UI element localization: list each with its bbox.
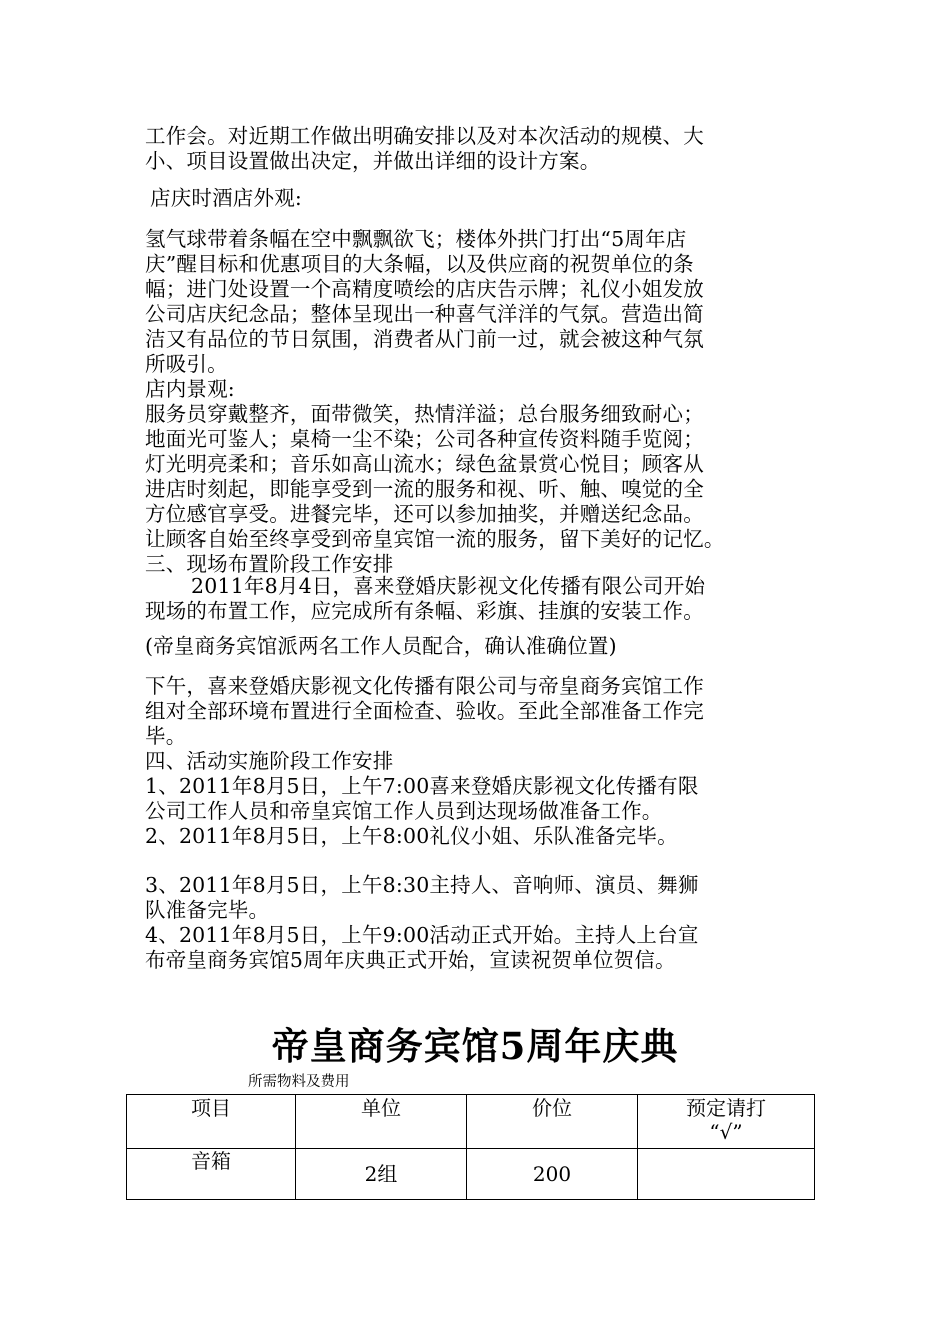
paragraph-setup <box>145 574 815 624</box>
text-line: 布帝皇商务宾馆5周年庆典正式开始，宣读祝贺单位贺信。 <box>145 948 676 972</box>
header-reserve-line1: 预定请打 <box>686 1096 766 1120</box>
paragraph-exterior-interior <box>145 227 815 577</box>
header-price: 价位 <box>467 1095 638 1149</box>
text-line: 幅；进门处设置一个高精度喷绘的店庆告示牌；礼仪小姐发放 <box>145 277 704 301</box>
text-line: 1、2011年8月5日，上午7:00喜来登婚庆影视文化传播有限 <box>145 774 699 798</box>
text-line: 庆”醒目标和优惠项目的大条幅，以及供应商的祝贺单位的条 <box>145 252 694 276</box>
text-line: 所吸引。 <box>145 352 228 376</box>
text-line: 店内景观: <box>145 377 235 401</box>
materials-cost-table <box>126 1094 815 1200</box>
text-line: 下午，喜来登婚庆影视文化传播有限公司与帝皇商务宾馆工作 <box>145 674 704 698</box>
cell-unit: 2组 <box>296 1149 467 1200</box>
header-reserve <box>638 1095 815 1149</box>
text-line: 4、2011年8月5日，上午9:00活动正式开始。主持人上台宣 <box>145 923 699 947</box>
text-line: 地面光可鉴人；桌椅一尘不染；公司各种宣传资料随手览阅； <box>145 427 704 451</box>
text-line: 毕。 <box>145 724 187 748</box>
text-line: 氢气球带着条幅在空中飘飘欲飞；楼体外拱门打出“5周年店 <box>145 227 687 251</box>
text-line: 队准备完毕。 <box>145 898 270 922</box>
text-line: 方位感官享受。进餐完毕，还可以参加抽奖，并赠送纪念品。 <box>145 502 704 526</box>
text-line: 小、项目设置做出决定，并做出详细的设计方案。 <box>145 149 601 173</box>
text-line: 进店时刻起，即能享受到一流的服务和视、听、触、嗅觉的全 <box>145 477 704 501</box>
table-row <box>127 1149 815 1200</box>
table-header-row <box>127 1095 815 1149</box>
paragraph-inspection-schedule <box>145 674 815 849</box>
text-line: 三、现场布置阶段工作安排 <box>145 552 394 576</box>
text-line: 四、活动实施阶段工作安排 <box>145 749 394 773</box>
cell-reserve-check[interactable] <box>638 1149 815 1200</box>
cell-price: 200 <box>467 1149 638 1200</box>
text-line: 灯光明亮柔和；音乐如高山流水；绿色盆景赏心悦目；顾客从 <box>145 452 704 476</box>
text-line: 公司工作人员和帝皇宾馆工作人员到达现场做准备工作。 <box>145 799 663 823</box>
text-line: 洁又有品位的节日氛围，消费者从门前一过，就会被这种气氛 <box>145 327 704 351</box>
text-line: 让顾客自始至终享受到帝皇宾馆一流的服务，留下美好的记忆。 <box>145 527 725 551</box>
text-line: 店庆时酒店外观: <box>150 186 303 210</box>
document-title: 帝皇商务宾馆5周年庆典 <box>271 1024 679 1068</box>
text-line: (帝皇商务宾馆派两名工作人员配合，确认准确位置) <box>145 634 617 658</box>
paragraph-planning-meeting <box>145 124 815 174</box>
text-line: 组对全部环境布置进行全面检查、验收。至此全部准备工作完 <box>145 699 704 723</box>
text-line: 工作会。对近期工作做出明确安排以及对本次活动的规模、大 <box>145 124 704 148</box>
text-line: 服务员穿戴整齐，面带微笑，热情洋溢；总台服务细致耐心； <box>145 402 704 426</box>
text-line: 公司店庆纪念品；整体呈现出一种喜气洋洋的气氛。营造出简 <box>145 302 704 326</box>
text-line: 2011年8月4日，喜来登婚庆影视文化传播有限公司开始 <box>191 574 706 598</box>
paragraph-event-start <box>145 873 815 973</box>
cell-item: 音箱 <box>127 1149 296 1200</box>
header-reserve-line2: “√” <box>709 1120 743 1144</box>
text-line: 2、2011年8月5日，上午8:00礼仪小姐、乐队准备完毕。 <box>145 824 678 848</box>
text-line: 3、2011年8月5日，上午8:30主持人、音响师、演员、舞狮 <box>145 873 699 897</box>
paragraph-staff-note <box>145 634 815 659</box>
header-item: 项目 <box>127 1095 296 1149</box>
table-caption: 所需物料及费用 <box>248 1074 350 1090</box>
heading-exterior <box>150 186 820 211</box>
text-line: 现场的布置工作，应完成所有条幅、彩旗、挂旗的安装工作。 <box>145 599 704 623</box>
header-unit: 单位 <box>296 1095 467 1149</box>
